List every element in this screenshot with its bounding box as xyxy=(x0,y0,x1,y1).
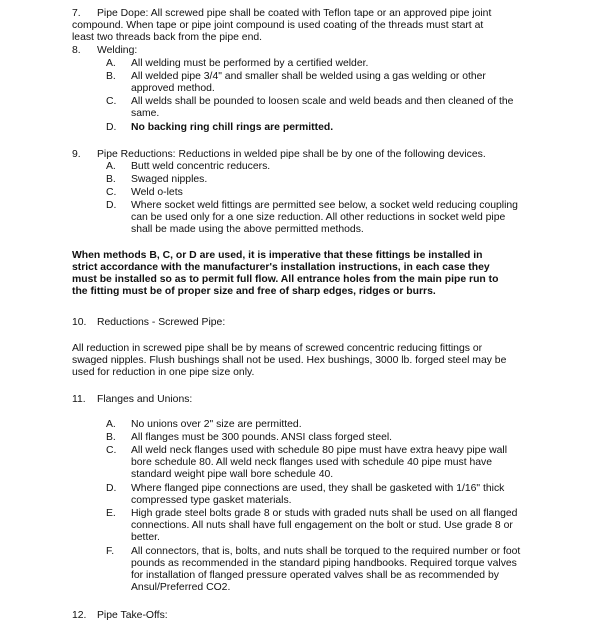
section-title: Flanges and Unions: xyxy=(97,394,193,405)
item-letter: C. xyxy=(106,445,117,456)
text-line: Weld o-lets xyxy=(131,187,183,198)
item-letter: A. xyxy=(106,161,116,172)
section-number: 8. xyxy=(72,45,81,56)
text-line: pounds as recommended in the standard piping handbooks. Required torque valves xyxy=(131,558,517,569)
text-line: No backing ring chill rings are permitted. xyxy=(131,122,334,133)
text-line: the fitting must be of proper size and free of sharp edges, ridges or burrs. xyxy=(72,286,436,297)
text-line: for installation of flanged pressure operated valves shall be as recommended by xyxy=(131,570,499,581)
text-line: Where socket weld fittings are permitted see below, a socket weld reducing coupling xyxy=(131,200,518,211)
text-line: connections. All nuts shall have full engagement on the bolt or stud. Use grade 8 or xyxy=(131,520,513,531)
text-line: Butt weld concentric reducers. xyxy=(131,161,271,172)
section-10-body xyxy=(72,343,542,379)
text-line: No unions over 2" size are permitted. xyxy=(131,419,302,430)
text-line: All flanges must be 300 pounds. ANSI class forged steel. xyxy=(131,432,393,443)
section-number: 10. xyxy=(72,317,87,328)
text-line: better. xyxy=(131,532,160,543)
list-item xyxy=(131,546,526,594)
text-line: Ansul/Preferred CO2. xyxy=(131,582,231,593)
text-line: All weld neck flanges used with schedule 80 pipe must have extra heavy pipe wall xyxy=(131,445,508,456)
section-title: Pipe Reductions: Reductions in welded pipe shall be by one of the following devices. xyxy=(97,149,486,160)
text-line: All connectors, that is, bolts, and nuts shall be torqued to the required number or foot xyxy=(131,546,521,557)
list-item xyxy=(131,71,526,95)
item-letter: E. xyxy=(106,508,116,519)
text-line: can be used only for a one size reduction. All other reductions in socket weld pipe xyxy=(131,212,506,223)
item-letter: A. xyxy=(106,419,116,430)
list-item xyxy=(131,508,526,544)
item-letter: C. xyxy=(106,187,117,198)
section-7-text xyxy=(72,8,552,44)
text-line: least two threads back from the pipe end. xyxy=(72,32,263,43)
item-letter: B. xyxy=(106,71,116,82)
section-number: 12. xyxy=(72,610,87,621)
text-line: All welds shall be pounded to loosen scale and weld beads and then cleaned of the xyxy=(131,96,514,107)
list-item xyxy=(131,445,526,481)
section-title: Pipe Take-Offs: xyxy=(97,610,168,621)
text-line: All welding must be performed by a certified welder. xyxy=(131,58,369,69)
text-line: All welded pipe 3/4" and smaller shall be welded using a gas welding or other xyxy=(131,71,486,82)
section-number: 9. xyxy=(72,149,81,160)
text-line: same. xyxy=(131,108,160,119)
list-item xyxy=(131,419,526,431)
item-letter: F. xyxy=(106,546,115,557)
item-letter: D. xyxy=(106,122,117,133)
text-line: standard weight pipe wall bore schedule 40. xyxy=(131,469,334,480)
text-line: Swaged nipples. xyxy=(131,174,208,185)
list-item xyxy=(131,122,526,134)
text-line: Pipe Dope: All screwed pipe shall be coated with Teflon tape or an approved pipe joint xyxy=(97,8,492,19)
item-letter: B. xyxy=(106,432,116,443)
item-letter: C. xyxy=(106,96,117,107)
item-letter: D. xyxy=(106,200,117,211)
text-line: bore schedule 80. All weld neck flanges used with schedule 40 pipe must have xyxy=(131,457,493,468)
list-item xyxy=(131,187,526,199)
text-line: shall be made using the above permitted methods. xyxy=(131,224,364,235)
text-line: compressed type gasket materials. xyxy=(131,495,292,506)
list-item xyxy=(131,96,526,120)
text-line: High grade steel bolts grade 8 or studs with graded nuts shall be used on all flanged xyxy=(131,508,518,519)
text-line: approved method. xyxy=(131,83,215,94)
text-line: strict accordance with the manufacturer's installation instructions, in each case they xyxy=(72,262,490,273)
list-item xyxy=(131,161,526,173)
list-item xyxy=(131,483,526,507)
text-line: swaged nipples. Flush bushings shall not be used. Hex bushings, 3000 lb. forged steel may be xyxy=(72,355,507,366)
list-item xyxy=(131,58,526,70)
text-line: All reduction in screwed pipe shall be by means of screwed concentric reducing fittings or xyxy=(72,343,483,354)
section-number: 7. xyxy=(72,8,81,19)
list-item xyxy=(131,432,526,444)
item-letter: A. xyxy=(106,58,116,69)
text-line: When methods B, C, or D are used, it is imperative that these fittings be installed in xyxy=(72,250,483,261)
section-number: 11. xyxy=(72,394,86,405)
text-line: must be installed so as to permit full flow. All entrance holes from the main pipe run to xyxy=(72,274,499,285)
item-letter: D. xyxy=(106,483,117,494)
list-item xyxy=(131,200,526,236)
section-title: Welding: xyxy=(97,45,138,56)
section-title: Reductions - Screwed Pipe: xyxy=(97,317,226,328)
list-item xyxy=(131,174,526,186)
item-letter: B. xyxy=(106,174,116,185)
text-line: compound. When tape or pipe joint compound is used coating of the threads must start at xyxy=(72,20,484,31)
text-line: Where flanged pipe connections are used, they shall be gasketed with 1/16" thick xyxy=(131,483,505,494)
text-line: used for reduction in one pipe size only. xyxy=(72,367,255,378)
bold-notice xyxy=(72,250,542,298)
